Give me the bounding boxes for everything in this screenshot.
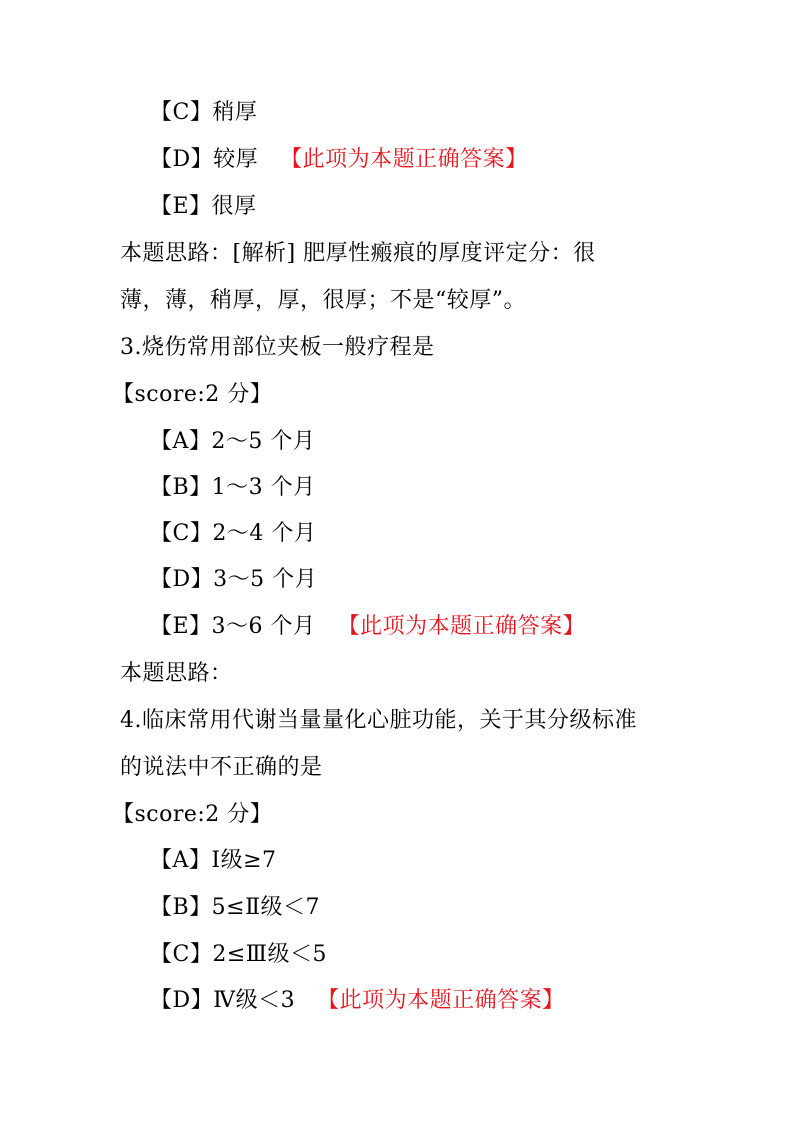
option-q4-d — [150, 986, 565, 1016]
option-label: 【D】3～5 个月 — [150, 567, 318, 592]
question-4-title-line1: 4.临床常用代谢当量量化心脏功能，关于其分级标准 — [120, 708, 637, 733]
option-label: 【D】较厚 — [150, 147, 259, 172]
analysis-q2-line2: 薄，薄，稍厚，厚，很厚；不是“较厚”。 — [120, 288, 526, 313]
option-q2-e — [150, 192, 257, 222]
option-q3-b — [150, 473, 316, 503]
option-label: 【E】很厚 — [150, 194, 257, 219]
analysis-q3: 本题思路： — [120, 661, 233, 686]
option-q3-c — [150, 519, 316, 549]
option-q3-e — [150, 612, 585, 642]
correct-answer-mark: 【此项为本题正确答案】 — [337, 614, 586, 639]
option-label: 【A】Ⅰ级≥7 — [150, 848, 277, 873]
question-3-title: 3.烧伤常用部位夹板一般疗程是 — [120, 335, 435, 360]
question-4-title-line2: 的说法中不正确的是 — [120, 755, 323, 780]
option-q4-a — [150, 846, 277, 876]
correct-answer-mark: 【此项为本题正确答案】 — [280, 147, 528, 172]
option-q3-a — [150, 427, 315, 457]
option-label: 【B】5≤Ⅱ级＜7 — [150, 895, 321, 920]
correct-answer-mark: 【此项为本题正确答案】 — [317, 988, 565, 1013]
option-label: 【C】稍厚 — [150, 100, 258, 125]
option-label: 【C】2～4 个月 — [150, 521, 317, 546]
option-q4-c — [150, 940, 327, 970]
option-label: 【B】1～3 个月 — [150, 475, 316, 500]
option-label: 【A】2～5 个月 — [150, 429, 316, 454]
option-label: 【E】3～6 个月 — [150, 614, 316, 639]
option-q4-b — [150, 893, 320, 923]
analysis-q2-line1: 本题思路：[解析] 肥厚性瘢痕的厚度评定分：很 — [120, 241, 596, 266]
option-label: 【D】Ⅳ级＜3 — [150, 988, 296, 1013]
option-label: 【C】2≤Ⅲ级＜5 — [150, 942, 327, 967]
option-q2-d — [150, 145, 528, 175]
option-q3-d — [150, 565, 317, 595]
option-q2-c — [150, 98, 257, 128]
question-4-score: 【score:2 分】 — [112, 802, 273, 827]
question-3-score: 【score:2 分】 — [112, 382, 273, 407]
